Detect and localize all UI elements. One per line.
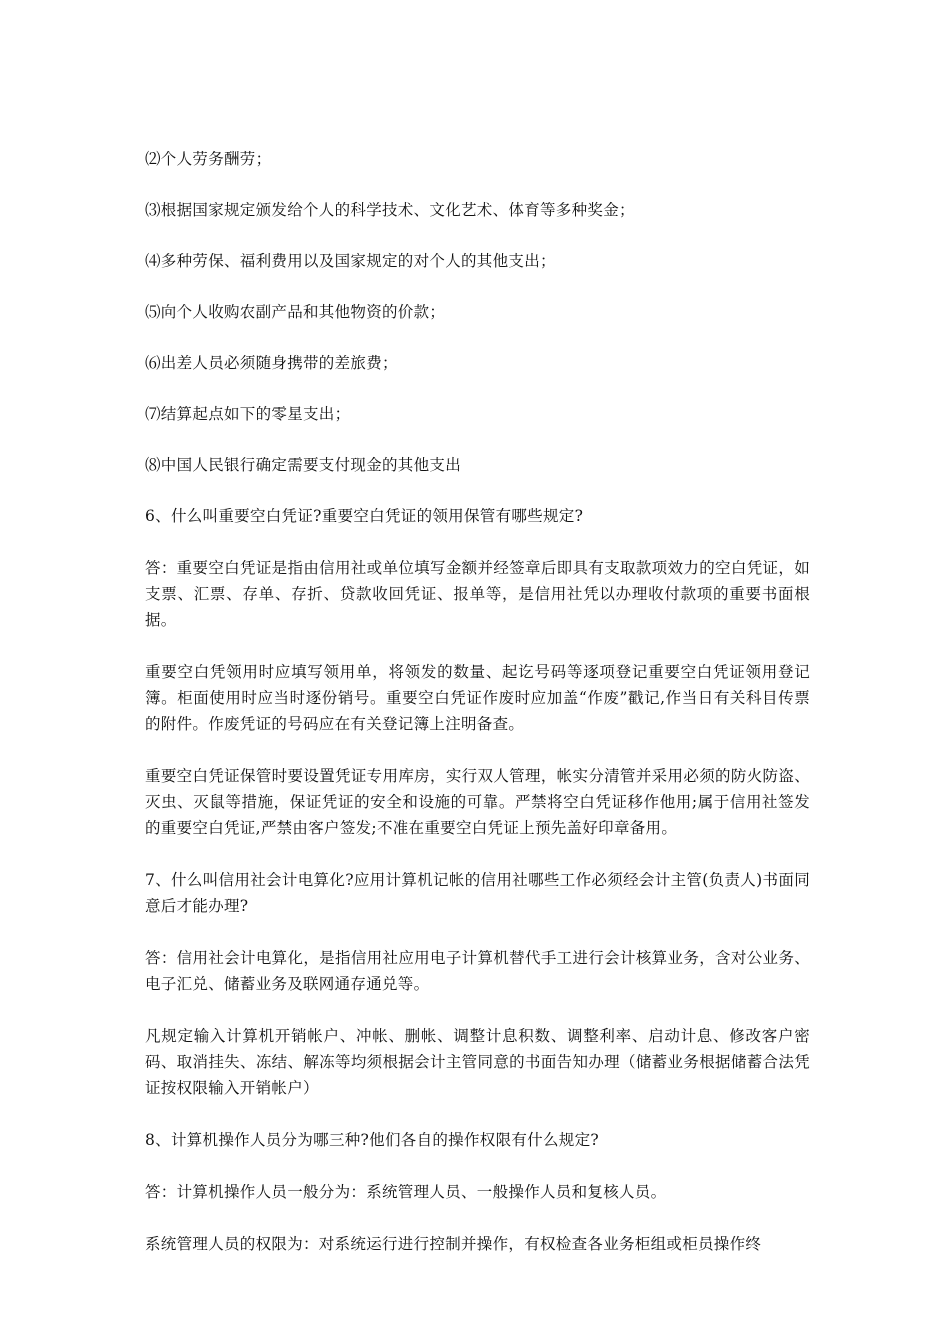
question-6-heading: 6、什么叫重要空白凭证?重要空白凭证的领用保管有哪些规定? <box>145 507 584 525</box>
answer-6-paragraph-1: 答：重要空白凭证是指由信用社或单位填写金额并经签章后即具有支取款项效力的空白凭证，如支票、汇票、存单、存折、贷款收回凭证、报单等，是信用社凭以办理收付款项的重要书面根据。 <box>145 559 810 629</box>
question-8-heading: 8、计算机操作人员分为哪三种?他们各自的操作权限有什么规定? <box>145 1131 599 1149</box>
paragraph-item-8: ⑻中国人民银行确定需要支付现金的其他支出 <box>145 456 462 474</box>
answer-6-paragraph-2: 重要空白凭领用时应填写领用单，将领发的数量、起讫号码等逐项登记重要空白凭证领用登记簿。柜面使用时应当时逐份销号。重要空白凭证作废时应加盖“作废”戳记,作当日有关科目传票的附件。作废凭证的号码应在有关登记簿上注明备查。 <box>145 663 810 733</box>
paragraph-item-7: ⑺结算起点如下的零星支出； <box>145 405 351 423</box>
paragraph-item-2: ⑵个人劳务酬劳； <box>145 150 272 168</box>
answer-8-paragraph-1: 答：计算机操作人员一般分为：系统管理人员、一般操作人员和复核人员。 <box>145 1183 667 1201</box>
answer-6-paragraph-3: 重要空白凭证保管时要设置凭证专用库房，实行双人管理，帐实分清管并采用必须的防火防盗、灭虫、灭鼠等措施，保证凭证的安全和设施的可靠。严禁将空白凭证移作他用;属于信用社签发的重要空白凭证,严禁由客户签发;不准在重要空白凭证上预先盖好印章备用。 <box>145 767 810 837</box>
paragraph-item-6: ⑹出差人员必须随身携带的差旅费； <box>145 354 398 372</box>
answer-7-paragraph-1: 答：信用社会计电算化，是指信用社应用电子计算机替代手工进行会计核算业务，含对公业务、电子汇兑、储蓄业务及联网通存通兑等。 <box>145 949 810 993</box>
paragraph-item-5: ⑸向个人收购农副产品和其他物资的价款； <box>145 303 446 321</box>
paragraph-item-4: ⑷多种劳保、福利费用以及国家规定的对个人的其他支出； <box>145 252 556 270</box>
document-body <box>145 146 810 1257</box>
question-7-heading: 7、什么叫信用社会计电算化?应用计算机记帐的信用社哪些工作必须经会计主管(负责人)书面同意后才能办理? <box>145 871 810 915</box>
answer-8-paragraph-2: 系统管理人员的权限为：对系统运行进行控制并操作，有权检查各业务柜组或柜员操作终 <box>145 1235 762 1253</box>
answer-7-paragraph-2: 凡规定输入计算机开销帐户、冲帐、删帐、调整计息积数、调整利率、启动计息、修改客户密码、取消挂失、冻结、解冻等均须根据会计主管同意的书面告知办理（储蓄业务根据储蓄合法凭证按权限输入开销帐户） <box>145 1027 810 1097</box>
paragraph-item-3: ⑶根据国家规定颁发给个人的科学技术、文化艺术、体育等多种奖金； <box>145 201 635 219</box>
